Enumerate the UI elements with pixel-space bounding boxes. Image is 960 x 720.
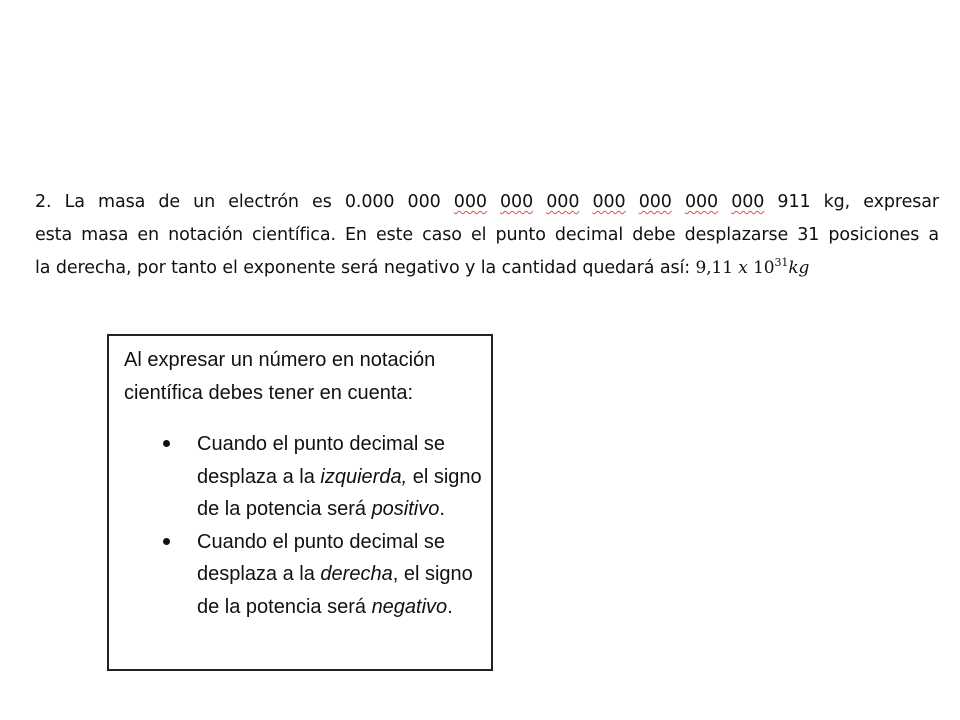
digit-group: 000	[500, 192, 534, 212]
line-1-suffix: 911 kg, expresar	[764, 192, 939, 212]
list-item	[109, 526, 487, 624]
item-emphasis-sign: positivo	[371, 498, 440, 520]
digit-group: 000	[684, 192, 719, 212]
formula-unit: kg	[788, 258, 810, 278]
paragraph-line-3	[35, 252, 939, 285]
item-text-part3: .	[439, 498, 445, 520]
item-emphasis-direction: derecha	[320, 563, 393, 585]
note-intro: Al expresar un número en notación científica debes tener en cuenta:	[124, 349, 436, 404]
item-text-part3: .	[447, 595, 453, 618]
paragraph-line-2: esta masa en notación científica. En este caso el punto decimal debe desplazarse 31 posiciones a	[35, 225, 939, 245]
bullet-icon	[163, 538, 170, 545]
item-text-part2: , el signo de la potencia será	[197, 563, 473, 618]
item-emphasis-direction: izquierda,	[320, 465, 408, 488]
item-text-part1: Cuando el punto decimal se desplaza a la	[197, 530, 445, 585]
formula-mantissa: 9,11	[695, 258, 733, 278]
bullet-icon	[163, 440, 170, 447]
digit-group: 000	[592, 192, 626, 212]
digit-group: 000	[731, 192, 765, 212]
formula-base: 10	[753, 258, 775, 278]
digit-group: 000	[546, 192, 580, 212]
formula-exponent: 31	[774, 256, 789, 269]
item-text-part1: Cuando el punto decimal se desplaza a la	[197, 433, 445, 488]
line-3-text: la derecha, por tanto el exponente será negativo y la cantidad quedará así:	[35, 258, 696, 278]
scientific-notation-formula	[696, 258, 810, 278]
exercise-paragraph	[35, 186, 939, 285]
line-1-prefix: 2. La masa de un electrón es 0.000 000	[35, 192, 454, 212]
note-list	[109, 428, 489, 623]
formula-times: x	[738, 258, 748, 278]
list-item	[109, 428, 487, 526]
paragraph-line-1	[35, 186, 939, 219]
digit-group: 000	[453, 192, 487, 212]
digit-group: 000	[638, 192, 672, 212]
item-emphasis-sign: negativo	[371, 595, 448, 618]
item-text-part2: el signo de la potencia será	[197, 465, 482, 520]
note-box	[107, 334, 493, 671]
